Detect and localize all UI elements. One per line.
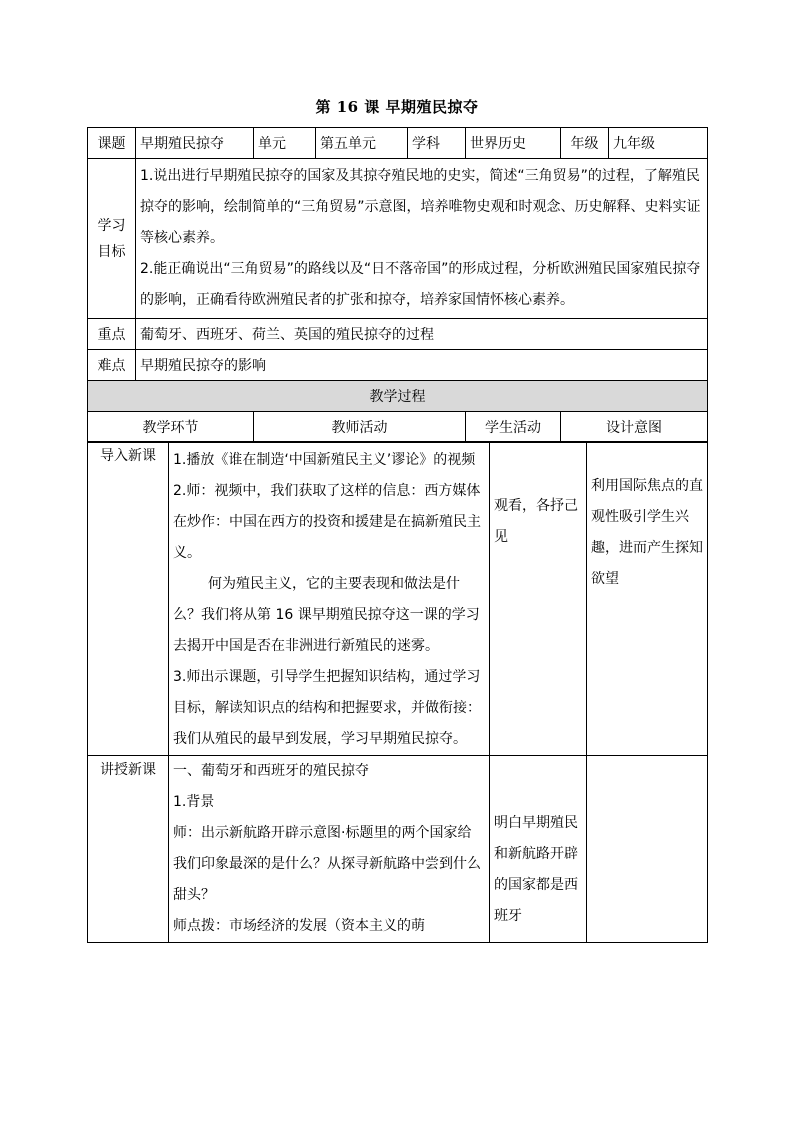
subject-value: 世界历史 xyxy=(466,128,561,159)
topic-label: 课题 xyxy=(88,128,136,159)
stage-new: 讲授新课 xyxy=(88,756,169,943)
teacher-new xyxy=(169,756,490,943)
new-para-3: 师：出示新航路开辟示意图·标题里的两个国家给我们印象最深的是什么？从探寻新航路中尝到什么甜头？ xyxy=(173,825,481,903)
intro-para-1: 1.播放《谁在制造‘中国新殖民主义’谬论》的视频 xyxy=(173,452,476,468)
columns-header-row xyxy=(88,412,708,443)
lesson-plan-table xyxy=(87,127,708,443)
new-para-2: 1.背景 xyxy=(173,794,215,810)
col-student: 学生活动 xyxy=(466,412,561,443)
design-intro: 利用国际焦点的直观性吸引学生兴趣，进而产生探知欲望 xyxy=(587,442,708,756)
process-title: 教学过程 xyxy=(88,381,708,412)
intro-para-4: 3.师出示课题，引导学生把握知识结构，通过学习目标，解读知识点的结构和把握要求，并做衔接：我们从殖民的最早到发展，学习早期殖民掠夺。 xyxy=(173,669,481,747)
process-row-intro xyxy=(88,442,708,756)
intro-para-2: 2.师：视频中，我们获取了这样的信息：西方媒体在炒作：中国在西方的投资和援建是在搞新殖民主义。 xyxy=(173,483,481,561)
objectives-label: 学习目标 xyxy=(88,159,136,319)
student-new: 明白早期殖民和新航路开辟的国家都是西班牙 xyxy=(490,756,587,943)
col-design: 设计意图 xyxy=(561,412,708,443)
teacher-intro xyxy=(169,442,490,756)
difficulty-text: 早期殖民掠夺的影响 xyxy=(136,350,708,381)
student-intro: 观看，各抒己见 xyxy=(490,442,587,756)
grade-label: 年级 xyxy=(561,128,609,159)
info-row xyxy=(88,128,708,159)
keypoint-label: 重点 xyxy=(88,319,136,350)
difficulty-row xyxy=(88,350,708,381)
col-stage: 教学环节 xyxy=(88,412,254,443)
new-para-4: 师点拨：市场经济的发展（资本主义的萌 xyxy=(173,918,425,934)
process-table xyxy=(87,441,708,943)
page-title: 第 16 课 早期殖民掠夺 xyxy=(315,98,479,116)
objective-2: 2.能正确说出“三角贸易”的路线以及“日不落帝国”的形成过程，分析欧洲殖民国家殖民掠夺的影响，正确看待欧洲殖民者的扩张和掠夺，培养家国情怀核心素养。 xyxy=(140,261,701,308)
objective-1: 1.说出进行早期殖民掠夺的国家及其掠夺殖民地的史实，简述“三角贸易”的过程，了解殖民掠夺的影响，绘制简单的“三角贸易”示意图，培养唯物史观和时观念、历史解释、史料实证等核心素养。 xyxy=(140,168,701,246)
design-new xyxy=(587,756,708,943)
col-teacher: 教师活动 xyxy=(254,412,466,443)
new-para-1: 一、葡萄牙和西班牙的殖民掠夺 xyxy=(173,763,369,779)
unit-value: 第五单元 xyxy=(316,128,408,159)
objectives-text xyxy=(136,159,708,319)
keypoint-row xyxy=(88,319,708,350)
keypoint-text: 葡萄牙、西班牙、荷兰、英国的殖民掠夺的过程 xyxy=(136,319,708,350)
process-title-row xyxy=(88,381,708,412)
grade-value: 九年级 xyxy=(609,128,708,159)
process-row-new xyxy=(88,756,708,943)
unit-label: 单元 xyxy=(254,128,316,159)
intro-para-3: 何为殖民主义，它的主要表现和做法是什么？我们将从第 16 课早期殖民掠夺这一课的学习去揭开中国是否在非洲进行新殖民的迷雾。 xyxy=(173,576,480,654)
topic-value: 早期殖民掠夺 xyxy=(136,128,254,159)
difficulty-label: 难点 xyxy=(88,350,136,381)
subject-label: 学科 xyxy=(408,128,466,159)
objectives-row xyxy=(88,159,708,319)
stage-intro: 导入新课 xyxy=(88,442,169,756)
